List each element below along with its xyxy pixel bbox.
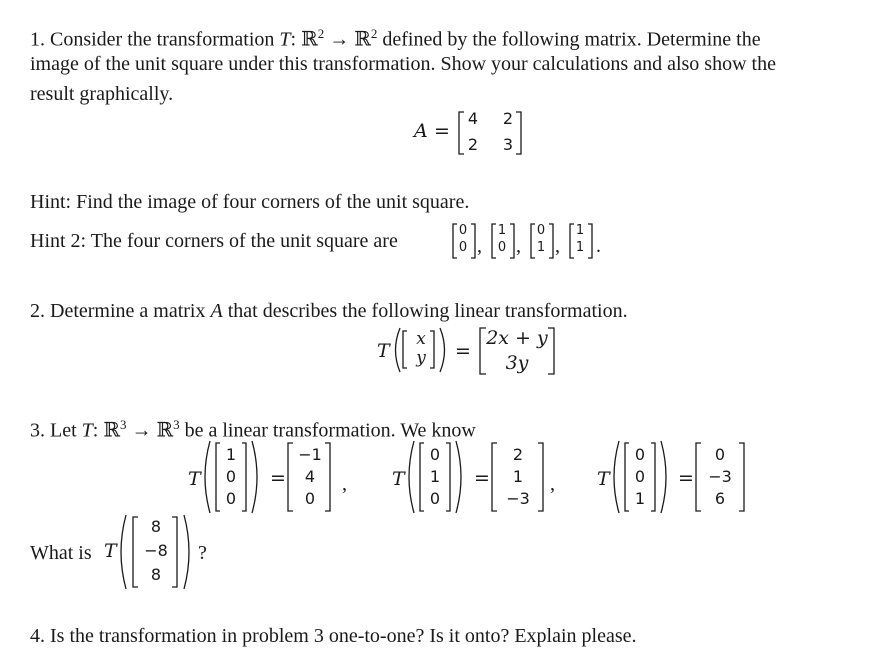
corner-comma: ,: [477, 235, 482, 257]
corner-entry: 1: [575, 223, 585, 238]
matrix-a-cell: 2: [467, 135, 479, 154]
q3-map3-in: 0: [634, 445, 646, 464]
q3-map3-out: −3: [708, 467, 732, 486]
corner-entry: 1: [575, 240, 585, 255]
q4-text: 4. Is the transformation in problem 3 one-to-one? Is it onto? Explain please.: [30, 625, 637, 647]
q3-map3-out: 6: [714, 489, 726, 508]
q3-map2-in: 1: [429, 467, 441, 486]
q3-map1-t: T: [188, 468, 201, 490]
corner-entry: 1: [497, 223, 507, 238]
corner-brackets: [452, 222, 612, 262]
q3-map3-in: 0: [634, 467, 646, 486]
q3-map1-out: 4: [304, 467, 316, 486]
q2-input-x: x: [416, 329, 426, 349]
q3-question-entry: 8: [150, 565, 162, 584]
q3-question-entry: 8: [150, 517, 162, 536]
matrix-a-cell: 2: [502, 109, 514, 128]
q3-question-entry: −8: [144, 541, 168, 560]
q3-map2-out: 1: [512, 467, 524, 486]
q3-map3-equals: =: [678, 467, 694, 489]
q3-question-mark: ?: [198, 542, 207, 564]
q2-equals: =: [455, 340, 471, 362]
matrix-a-cell: 4: [467, 109, 479, 128]
corner-entry: 0: [536, 223, 546, 238]
q2-t: T: [377, 340, 390, 362]
q3-map2-comma: ,: [550, 473, 555, 495]
corner-period: .: [596, 235, 601, 257]
corner-comma: ,: [555, 235, 560, 257]
q3-map2-t: T: [392, 468, 405, 490]
q3-map1-equals: =: [270, 467, 286, 489]
q3-map2-out: 2: [512, 445, 524, 464]
q3-map3-out: 0: [714, 445, 726, 464]
q3-map1-in: 1: [225, 445, 237, 464]
corner-entry: 0: [497, 240, 507, 255]
matrix-a-equals: =: [434, 120, 450, 142]
q3-map2-in: 0: [429, 445, 441, 464]
q3-map2-out: −3: [506, 489, 530, 508]
q1-line3: result graphically.: [30, 83, 174, 105]
q2-text: 2. Determine a matrix A that describes the following linear transformation.: [30, 300, 628, 322]
corner-comma: ,: [516, 235, 521, 257]
q3-map3-in: 1: [634, 489, 646, 508]
q3-question-t: T: [104, 540, 117, 562]
q3-map2-in: 0: [429, 489, 441, 508]
q3-map1-in: 0: [225, 467, 237, 486]
q3-map1-out: −1: [298, 445, 322, 464]
q3-map1-in: 0: [225, 489, 237, 508]
hint-2: Hint 2: The four corners of the unit square are: [30, 230, 398, 252]
corner-entry: 0: [458, 240, 468, 255]
q2-output-2: 3y: [505, 352, 529, 374]
q1-line2: image of the unit square under this transformation. Show your calculations and also show the: [30, 53, 776, 75]
q3-question-text: What is: [30, 542, 92, 564]
q1-line1: 1. Consider the transformation T: ℝ$^2$ → ℝ$^2$ defined by the following matrix. Determine the: [30, 26, 761, 51]
q3-text: 3. Let T: ℝ$^3$ → ℝ$^3$ be a linear transformation. We know: [30, 417, 476, 442]
q3-map2-equals: =: [474, 467, 490, 489]
corner-entry: 1: [536, 240, 546, 255]
q3-map1-comma: ,: [342, 473, 347, 495]
q3-map3-t: T: [597, 468, 610, 490]
q2-input-y: y: [416, 348, 426, 368]
q3-map1-out: 0: [304, 489, 316, 508]
hint-1: Hint: Find the image of four corners of the unit square.: [30, 191, 470, 213]
q2-output-1: 2x + y: [486, 327, 548, 349]
matrix-a-cell: 3: [502, 135, 514, 154]
corner-entry: 0: [458, 223, 468, 238]
matrix-a-label: A: [414, 120, 428, 142]
